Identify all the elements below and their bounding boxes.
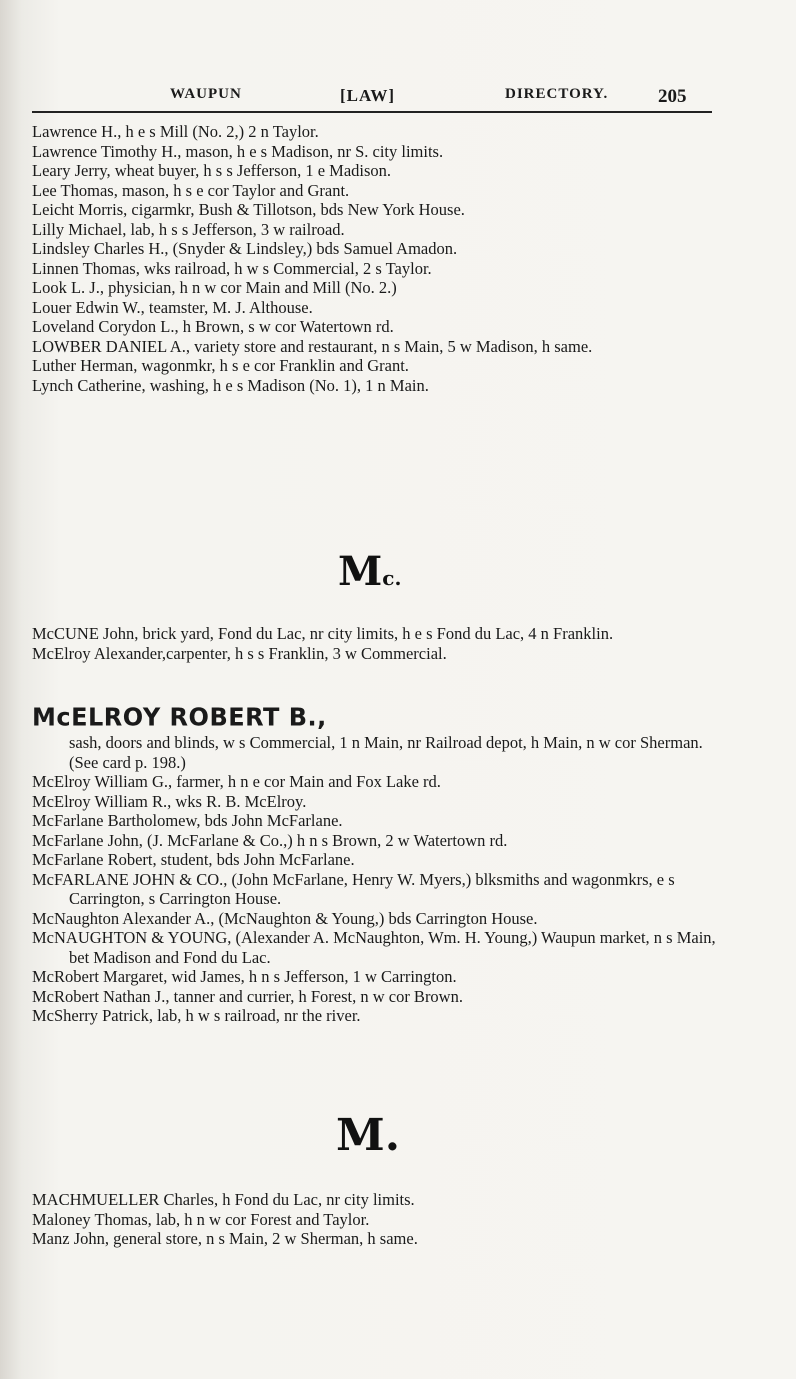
directory-entry: McElroy William R., wks R. B. McElroy. <box>32 791 307 811</box>
section-heading-mc <box>338 548 401 595</box>
heading-mc-small: c. <box>382 566 402 590</box>
directory-entry: Linnen Thomas, wks railroad, h w s Commercial, 2 s Taylor. <box>32 258 432 278</box>
header-rule <box>32 111 712 113</box>
featured-business-name: McELROY ROBERT B., <box>32 702 327 732</box>
directory-entry: Leicht Morris, cigarmkr, Bush & Tillotson, bds New York House. <box>32 200 465 219</box>
directory-entry: Lynch Catherine, washing, h e s Madison (No. 1), 1 n Main. <box>32 375 429 395</box>
directory-entry: McFarlane Robert, student, bds John McFarlane. <box>32 850 355 869</box>
section-mc-entries-a <box>32 624 722 663</box>
directory-entry: McNAUGHTON & YOUNG, (Alexander A. McNaughton, Wm. H. Young,) Waupun market, n s Main, bet Madison and Fond du Lac. <box>32 928 716 967</box>
section-l-entries <box>32 122 722 395</box>
running-header <box>170 86 710 110</box>
directory-entry: sash, doors and blinds, w s Commercial, 1 n Main, nr Railroad depot, h Main, n w cor Sherman. (See card p. 198.) <box>69 733 703 772</box>
directory-entry: McFarlane Bartholomew, bds John McFarlane. <box>32 811 343 830</box>
directory-entry: Maloney Thomas, lab, h n w cor Forest and Taylor. <box>32 1209 370 1229</box>
directory-entry: Lawrence H., h e s Mill (No. 2,) 2 n Taylor. <box>32 122 319 141</box>
header-town: WAUPUN <box>170 86 242 102</box>
directory-entry: Lee Thomas, mason, h s e cor Taylor and Grant. <box>32 180 350 200</box>
directory-entry: Lindsley Charles H., (Snyder & Lindsley,) bds Samuel Amadon. <box>32 239 458 258</box>
directory-entry: McRobert Nathan J., tanner and currier, h Forest, n w cor Brown. <box>32 986 463 1006</box>
directory-entry: McNaughton Alexander A., (McNaughton & Young,) bds Carrington House. <box>32 908 538 928</box>
header-section: [LAW] <box>340 86 396 105</box>
directory-entry: Louer Edwin W., teamster, M. J. Althouse. <box>32 297 313 317</box>
directory-entry: Manz John, general store, n s Main, 2 w Sherman, h same. <box>32 1229 418 1248</box>
section-mc-entries-b <box>32 733 722 1026</box>
directory-entry: McCUNE John, brick yard, Fond du Lac, nr city limits, h e s Fond du Lac, 4 n Franklin. <box>32 624 614 643</box>
directory-entry: McFARLANE JOHN & CO., (John McFarlane, Henry W. Myers,) blksmiths and wagonmkrs, e s Carrington, s Carrington House. <box>32 869 675 908</box>
directory-entry: Look L. J., physician, h n w cor Main and Mill (No. 2.) <box>32 278 397 297</box>
directory-entry: MACHMUELLER Charles, h Fond du Lac, nr city limits. <box>32 1190 415 1209</box>
heading-mc-big: M <box>338 548 383 595</box>
directory-entry: McFarlane John, (J. McFarlane & Co.,) h n s Brown, 2 w Watertown rd. <box>32 830 508 850</box>
directory-entry: McRobert Margaret, wid James, h n s Jefferson, 1 w Carrington. <box>32 967 457 986</box>
page-number: 205 <box>658 86 687 107</box>
directory-entry: Luther Herman, wagonmkr, h s e cor Franklin and Grant. <box>32 356 409 375</box>
header-title: DIRECTORY. <box>505 86 609 102</box>
directory-entry: Lawrence Timothy H., mason, h e s Madison, nr S. city limits. <box>32 141 444 161</box>
directory-entry: Loveland Corydon L., h Brown, s w cor Watertown rd. <box>32 317 394 336</box>
directory-entry: McElroy William G., farmer, h n e cor Main and Fox Lake rd. <box>32 772 441 791</box>
section-m-entries <box>32 1190 722 1249</box>
directory-entry: McElroy Alexander,carpenter, h s s Franklin, 3 w Commercial. <box>32 643 447 663</box>
directory-entry: Leary Jerry, wheat buyer, h s s Jefferson, 1 e Madison. <box>32 161 392 180</box>
directory-entry: McSherry Patrick, lab, h w s railroad, nr the river. <box>32 1006 361 1025</box>
directory-entry: LOWBER DANIEL A., variety store and restaurant, n s Main, 5 w Madison, h same. <box>32 336 593 356</box>
directory-entry: Lilly Michael, lab, h s s Jefferson, 3 w railroad. <box>32 219 345 239</box>
section-heading-m: M. <box>336 1110 401 1161</box>
